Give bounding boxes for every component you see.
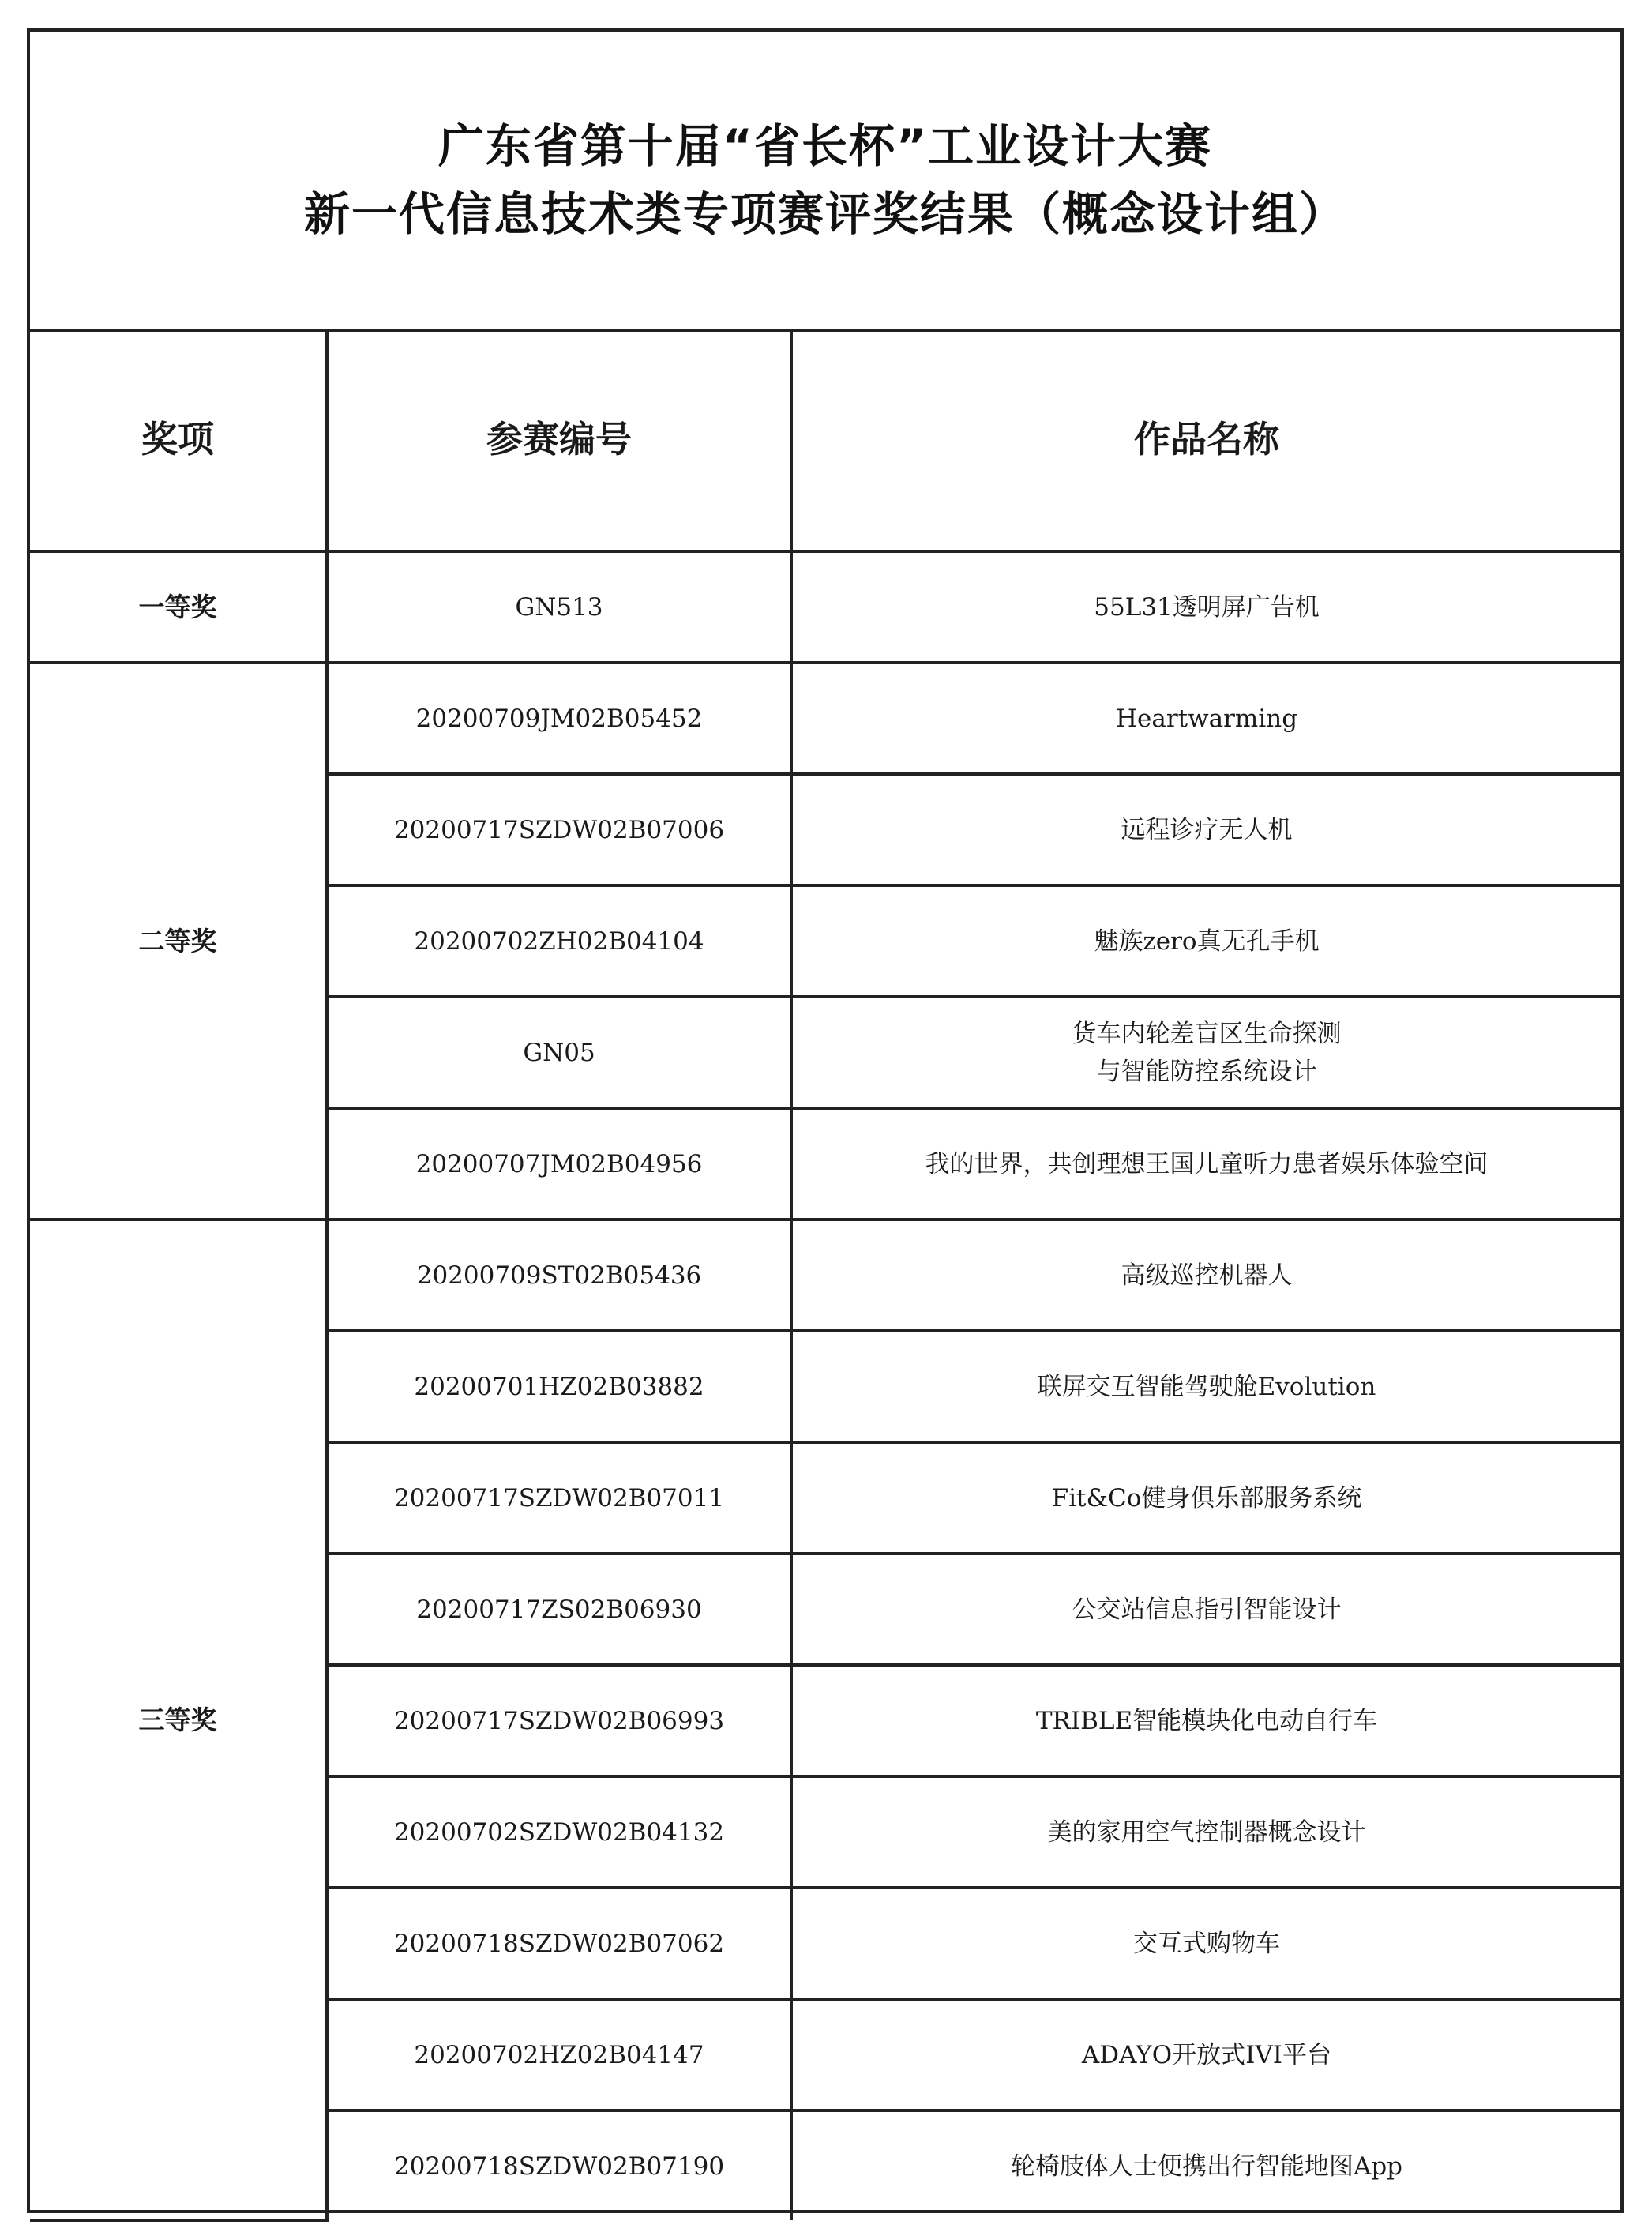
work-name-line: TRIBLE智能模块化电动自行车	[1035, 1706, 1378, 1735]
work-name-cell	[791, 2110, 1620, 2220]
entry-no-cell: 20200718SZDW02B07062	[327, 1888, 791, 1999]
work-name-cell	[791, 774, 1620, 885]
page-title	[30, 32, 1620, 332]
results-table	[30, 329, 1620, 2222]
work-name-line: 远程诊疗无人机	[1121, 815, 1293, 844]
header-entry-no: 参赛编号	[327, 329, 791, 551]
entry-no-cell: 20200709ST02B05436	[327, 1220, 791, 1331]
entry-no-cell: 20200718SZDW02B07190	[327, 2110, 791, 2220]
work-name-cell	[791, 1108, 1620, 1220]
work-name-cell	[791, 1999, 1620, 2110]
table-row	[30, 663, 1620, 774]
work-name-cell	[791, 1888, 1620, 1999]
entry-no-cell: 20200702ZH02B04104	[327, 885, 791, 997]
table-header-row	[30, 329, 1620, 551]
work-name-cell	[791, 1442, 1620, 1554]
work-name-line: 轮椅肢体人士便携出行智能地图App	[1010, 2152, 1403, 2181]
entry-no-cell: 20200702SZDW02B04132	[327, 1776, 791, 1888]
work-name-line: 与智能防控系统设计	[1096, 1057, 1317, 1086]
work-name-cell	[791, 1665, 1620, 1776]
title-line-2: 新一代信息技术类专项赛评奖结果（概念设计组）	[303, 187, 1346, 241]
entry-no-cell: 20200702HZ02B04147	[327, 1999, 791, 2110]
results-sheet	[27, 28, 1624, 2213]
work-name-line: 魅族zero真无孔手机	[1094, 926, 1320, 956]
work-name-line: 55L31透明屏广告机	[1094, 592, 1320, 622]
award-cell: 二等奖	[30, 663, 327, 1220]
entry-no-cell: 20200717SZDW02B07011	[327, 1442, 791, 1554]
entry-no-cell: 20200717SZDW02B06993	[327, 1665, 791, 1776]
entry-no-cell: 20200707JM02B04956	[327, 1108, 791, 1220]
results-table-wrapper	[30, 329, 1620, 2222]
title-line-1: 广东省第十届“省长杯”工业设计大赛	[437, 119, 1213, 173]
work-name-line: 美的家用空气控制器概念设计	[1047, 1817, 1366, 1847]
work-name-line: 我的世界，共创理想王国儿童听力患者娱乐体验空间	[925, 1149, 1489, 1178]
work-name-cell	[791, 997, 1620, 1108]
work-name-line: Fit&Co健身俱乐部服务系统	[1051, 1483, 1362, 1513]
work-name-cell	[791, 1776, 1620, 1888]
table-row	[30, 1220, 1620, 1331]
work-name-cell	[791, 663, 1620, 774]
entry-no-cell: 20200701HZ02B03882	[327, 1331, 791, 1442]
work-name-line: 联屏交互智能驾驶舱Evolution	[1037, 1372, 1376, 1401]
entry-no-cell: GN05	[327, 997, 791, 1108]
header-award: 奖项	[30, 329, 327, 551]
work-name-line: Heartwarming	[1115, 704, 1298, 733]
work-name-line: 交互式购物车	[1133, 1929, 1280, 1958]
entry-no-cell: GN513	[327, 551, 791, 663]
work-name-cell	[791, 885, 1620, 997]
entry-no-cell: 20200717ZS02B06930	[327, 1554, 791, 1665]
entry-no-cell: 20200709JM02B05452	[327, 663, 791, 774]
work-name-cell	[791, 1331, 1620, 1442]
award-cell: 三等奖	[30, 1220, 327, 2220]
work-name-line: 高级巡控机器人	[1121, 1261, 1293, 1290]
work-name-cell	[791, 551, 1620, 663]
work-name-line: 货车内轮差盲区生命探测	[1072, 1019, 1342, 1048]
table-row	[30, 551, 1620, 663]
work-name-line: ADAYO开放式IVI平台	[1081, 2040, 1332, 2069]
award-cell: 一等奖	[30, 551, 327, 663]
work-name-line: 公交站信息指引智能设计	[1072, 1595, 1342, 1624]
work-name-cell	[791, 1554, 1620, 1665]
entry-no-cell: 20200717SZDW02B07006	[327, 774, 791, 885]
work-name-cell	[791, 1220, 1620, 1331]
header-work-name: 作品名称	[791, 329, 1620, 551]
